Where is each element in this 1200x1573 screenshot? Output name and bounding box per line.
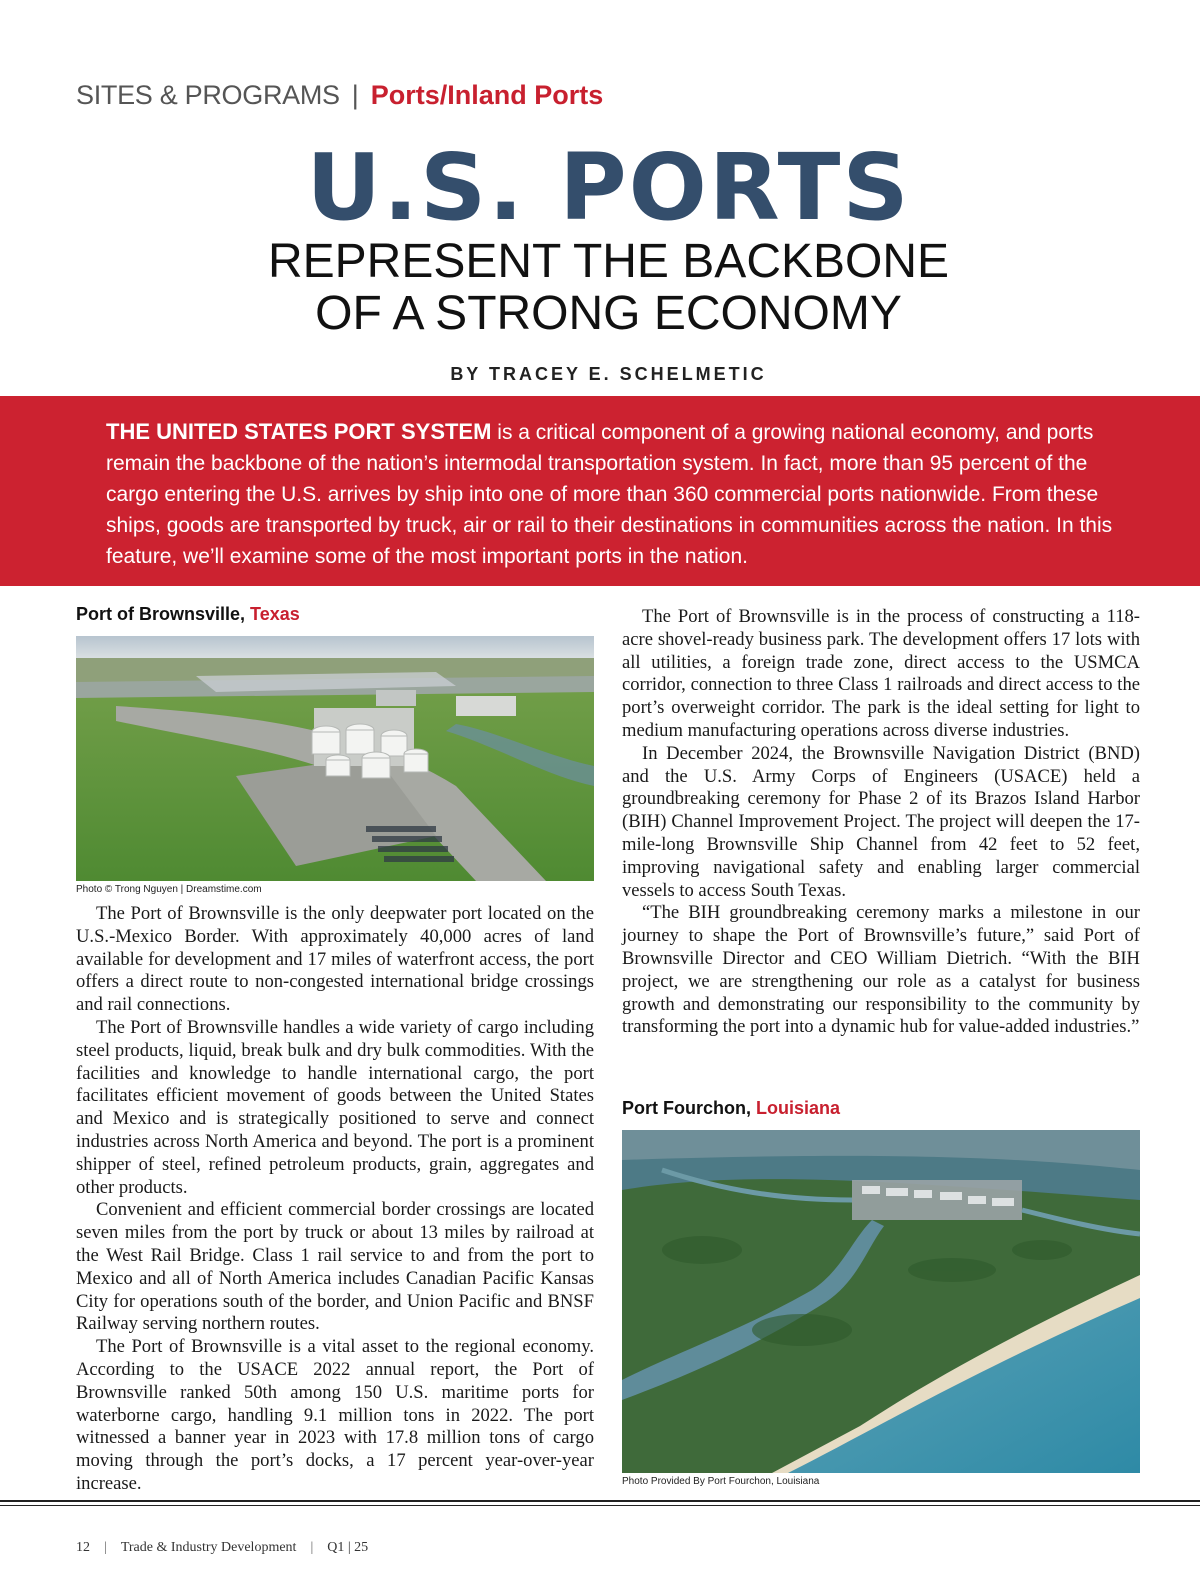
footer-rule-thin xyxy=(0,1505,1200,1506)
article-title: U.S. PORTS xyxy=(306,134,911,241)
subtitle-line-2: OF A STRONG ECONOMY xyxy=(315,287,902,340)
paragraph: The Port of Brownsville handles a wide variety of cargo including steel products, liquid, break bulk and dry bulk commodities. With the facilities and knowledge to handle international cargo, the port facilitates efficient movement of goods between the United States and Mexico and is strategically positioned to serve and connect industries across North America and beyond. The port is a prominent shipper of steel, refined petroleum products, grain, aggregates and other products. xyxy=(76,1016,594,1198)
page-number: 12 xyxy=(76,1540,90,1555)
footer-separator: | xyxy=(310,1540,314,1555)
paragraph: The Port of Brownsville is a vital asset to the regional economy. According to the USACE 2022 annual report, the Port of Brownsville ranked 50th among 150 U.S. maritime ports for waterborne cargo, handling 9.1 million tons in 2022. The port witnessed a banner year in 2023 with 17.8 million tons of cargo moving through the port’s docks, a 17 percent year-over-year increase. xyxy=(76,1336,594,1494)
photo-brownsville-caption: Photo © Trong Nguyen | Dreamstime.com xyxy=(76,884,262,895)
byline: BY TRACEY E. SCHELMETIC xyxy=(450,364,767,384)
paragraph: “The BIH groundbreaking ceremony marks a milestone in our journey to shape the Port of Brownsville’s future,” said Port of Brownsville Director and CEO William Dietrich. “With the BIH project, we are strengthening our role as a catalyst for business growth and demonstrating our responsibility to the community by transforming the port into a dynamic hub for value-added industries.” xyxy=(622,902,1140,1038)
footer-separator: | xyxy=(104,1540,107,1555)
heading-fourchon-state: Louisiana xyxy=(756,1098,841,1118)
intro-body: is a critical component of a growing national economy, and ports remain the backbone of the nation’s intermodal transportation system. In fact, more than 95 percent of the cargo entering the U.S. arrives by ship into one of more than 360 commercial ports nationwide. From these ships, goods are transported by truck, air or rail to their destinations in communities across the nation. In this feature, we’ll examine some of the most important ports in the nation. xyxy=(106,421,1113,568)
photo-fourchon-aerial xyxy=(622,1130,1140,1473)
footer-rule xyxy=(0,1500,1200,1502)
photo-brownsville-aerial xyxy=(76,636,594,881)
intro-lead: THE UNITED STATES PORT SYSTEM xyxy=(106,419,492,444)
article-subtitle xyxy=(0,236,1200,340)
paragraph: The Port of Brownsville is in the process of constructing a 118-acre shovel-ready business park. The development offers 17 lots with all utilities, a foreign trade zone, direct access to the USMCA corridor, connection to three Class 1 railroads and direct access to the port’s overweight corridor. The park is the ideal setting for light to medium manufacturing operations across diverse industries. xyxy=(622,606,1140,741)
paragraph: The Port of Brownsville is the only deepwater port located on the U.S.-Mexico Border. With approximately 40,000 acres of land available for development and 17 miles of waterfront access, the port offers a direct route to non-congested international bridge crossings and rail connections. xyxy=(76,903,594,1016)
left-column-body xyxy=(76,903,594,1496)
right-column-body xyxy=(622,606,1140,1039)
heading-brownsville-state: Texas xyxy=(250,604,300,624)
subsection-label: Ports/Inland Ports xyxy=(370,80,604,110)
heading-brownsville xyxy=(76,604,300,625)
heading-fourchon xyxy=(622,1098,840,1119)
page-footer xyxy=(76,1540,368,1556)
paragraph: In December 2024, the Brownsville Navigation District (BND) and the U.S. Army Corps of Engineers (USACE) held a groundbreaking ceremony for Phase 2 of its Brazos Island Harbor (BIH) Channel Improvement Project. The project will deepen the 17-mile-long Brownsville Ship Channel from 42 feet to 52 feet, improving navigational safety and enabling larger commercial vessels to access South Texas. xyxy=(622,742,1140,901)
photo-fourchon-caption: Photo Provided By Port Fourchon, Louisiana xyxy=(622,1476,820,1487)
intro-text xyxy=(106,416,1118,572)
heading-fourchon-name: Port Fourchon, xyxy=(622,1098,756,1118)
section-header xyxy=(76,78,603,112)
magazine-name: Trade & Industry Development xyxy=(120,1540,297,1555)
section-label: SITES & PROGRAMS xyxy=(76,80,340,110)
issue-label: Q1 | 25 xyxy=(327,1540,369,1555)
section-separator: | xyxy=(351,80,359,110)
intro-band xyxy=(0,396,1200,586)
subtitle-line-1: REPRESENT THE BACKBONE xyxy=(267,235,950,288)
paragraph: Convenient and efficient commercial border crossings are located seven miles from the port by truck or about 13 miles by railroad at the West Rail Bridge. Class 1 rail service to and from the port to Mexico and all of North America includes Canadian Pacific Kansas City for operations south of the border, and Union Pacific and BNSF Railway serving northern routes. xyxy=(76,1199,594,1335)
heading-brownsville-name: Port of Brownsville, xyxy=(76,604,251,624)
